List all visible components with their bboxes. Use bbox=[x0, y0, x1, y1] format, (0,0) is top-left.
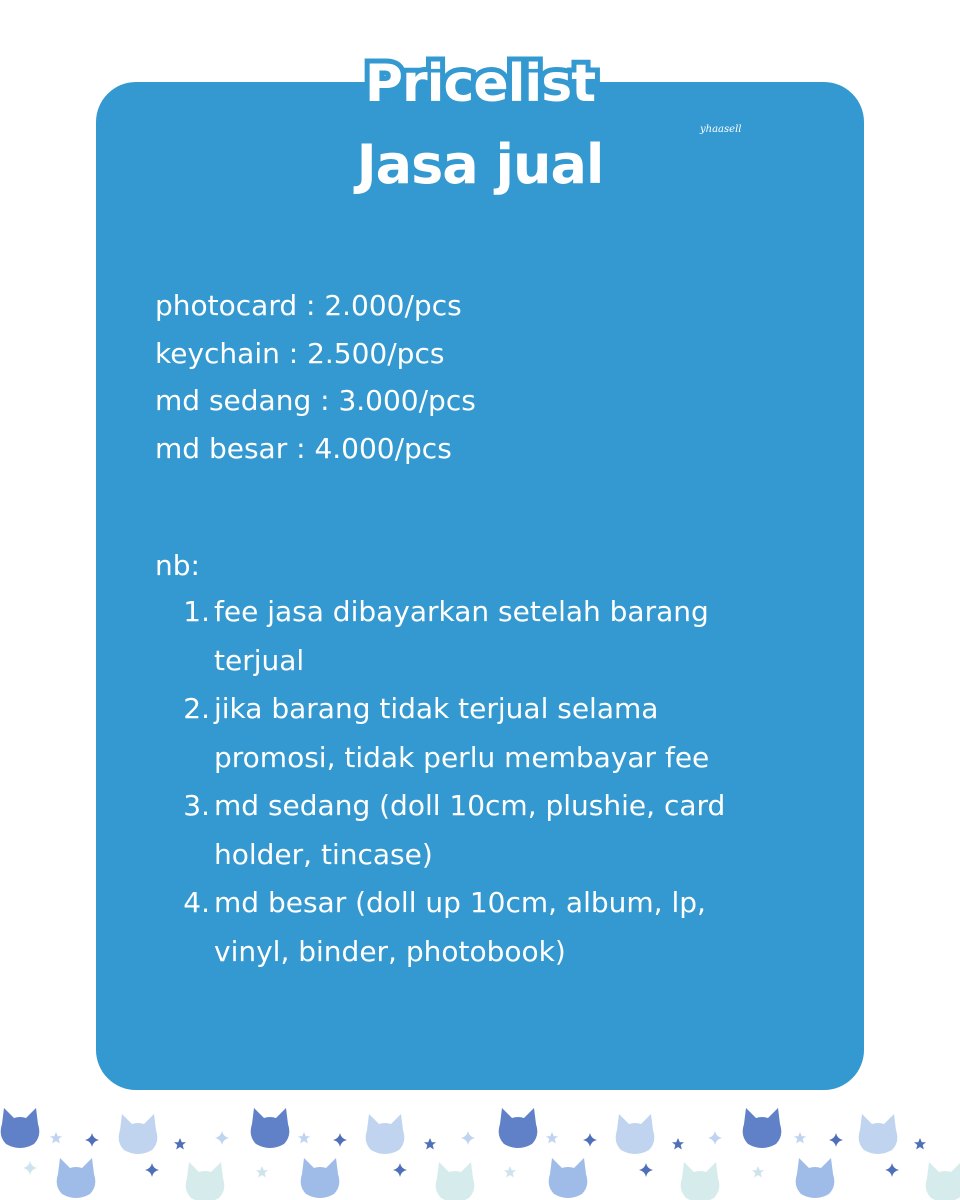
cat-head-icon bbox=[859, 1114, 898, 1154]
star-icon bbox=[504, 1166, 516, 1178]
star-icon bbox=[752, 1166, 764, 1178]
title-pricelist: Pricelist bbox=[364, 54, 596, 114]
price-list bbox=[155, 282, 476, 472]
notes-label: nb: bbox=[155, 549, 200, 582]
star-icon bbox=[672, 1138, 684, 1150]
note-text: md sedang (doll 10cm, plushie, card holder, tincase) bbox=[214, 789, 726, 871]
price-md-sedang: md sedang : 3.000/pcs bbox=[155, 384, 476, 417]
sparkle-icon bbox=[829, 1133, 843, 1147]
price-photocard: photocard : 2.000/pcs bbox=[155, 289, 462, 322]
cat-head-icon bbox=[743, 1108, 782, 1148]
sparkle-icon bbox=[461, 1131, 475, 1145]
cat-head-icon bbox=[436, 1162, 475, 1200]
note-item bbox=[0, 588, 774, 685]
star-icon bbox=[256, 1166, 268, 1178]
sparkle-icon bbox=[583, 1133, 597, 1147]
note-item bbox=[0, 685, 774, 782]
cat-head-icon bbox=[186, 1162, 225, 1200]
cat-head-icon bbox=[549, 1158, 588, 1198]
title-jasa-jual: Jasa jual bbox=[356, 133, 604, 196]
note-number: 1. bbox=[183, 595, 210, 628]
cat-head-icon bbox=[119, 1114, 158, 1154]
cat-head-icon bbox=[616, 1114, 655, 1154]
cat-head-icon bbox=[499, 1108, 538, 1148]
note-number: 3. bbox=[183, 789, 210, 822]
sparkle-icon bbox=[708, 1131, 722, 1145]
signature-watermark: yhaasell bbox=[700, 124, 742, 135]
note-number: 2. bbox=[183, 692, 210, 725]
cat-head-icon bbox=[301, 1158, 340, 1198]
note-number: 4. bbox=[183, 886, 210, 919]
price-keychain: keychain : 2.500/pcs bbox=[155, 336, 445, 370]
sparkle-icon bbox=[145, 1163, 159, 1177]
cat-head-icon bbox=[926, 1162, 960, 1200]
cat-head-icon bbox=[1, 1108, 40, 1148]
star-icon bbox=[794, 1132, 806, 1144]
star-icon bbox=[174, 1138, 186, 1150]
cat-head-icon bbox=[681, 1162, 720, 1200]
sparkle-icon bbox=[85, 1133, 99, 1147]
note-text: jika barang tidak terjual selama promosi, tidak perlu membayar fee bbox=[214, 692, 710, 774]
sparkle-icon bbox=[393, 1163, 407, 1177]
note-text: fee jasa dibayarkan setelah barang terjual bbox=[214, 595, 709, 677]
star-icon bbox=[546, 1132, 558, 1144]
sparkle-icon bbox=[639, 1163, 653, 1177]
note-item bbox=[0, 782, 774, 879]
cat-head-icon bbox=[251, 1108, 290, 1148]
sparkle-icon bbox=[23, 1161, 37, 1175]
star-icon bbox=[424, 1138, 436, 1150]
sparkle-icon bbox=[333, 1133, 347, 1147]
star-icon bbox=[50, 1132, 62, 1144]
price-md-besar: md besar : 4.000/pcs bbox=[155, 431, 452, 465]
star-icon bbox=[298, 1132, 310, 1144]
sparkle-icon bbox=[885, 1163, 899, 1177]
sparkle-icon bbox=[215, 1131, 229, 1145]
cat-head-icon bbox=[57, 1158, 96, 1198]
cat-head-icon bbox=[796, 1158, 835, 1198]
notes-list bbox=[0, 588, 960, 976]
star-icon bbox=[914, 1138, 926, 1150]
note-item bbox=[0, 879, 774, 976]
decorative-border bbox=[0, 1100, 960, 1200]
note-text: md besar (doll up 10cm, album, lp, vinyl, binder, photobook) bbox=[214, 886, 706, 968]
cat-head-icon bbox=[366, 1114, 405, 1154]
